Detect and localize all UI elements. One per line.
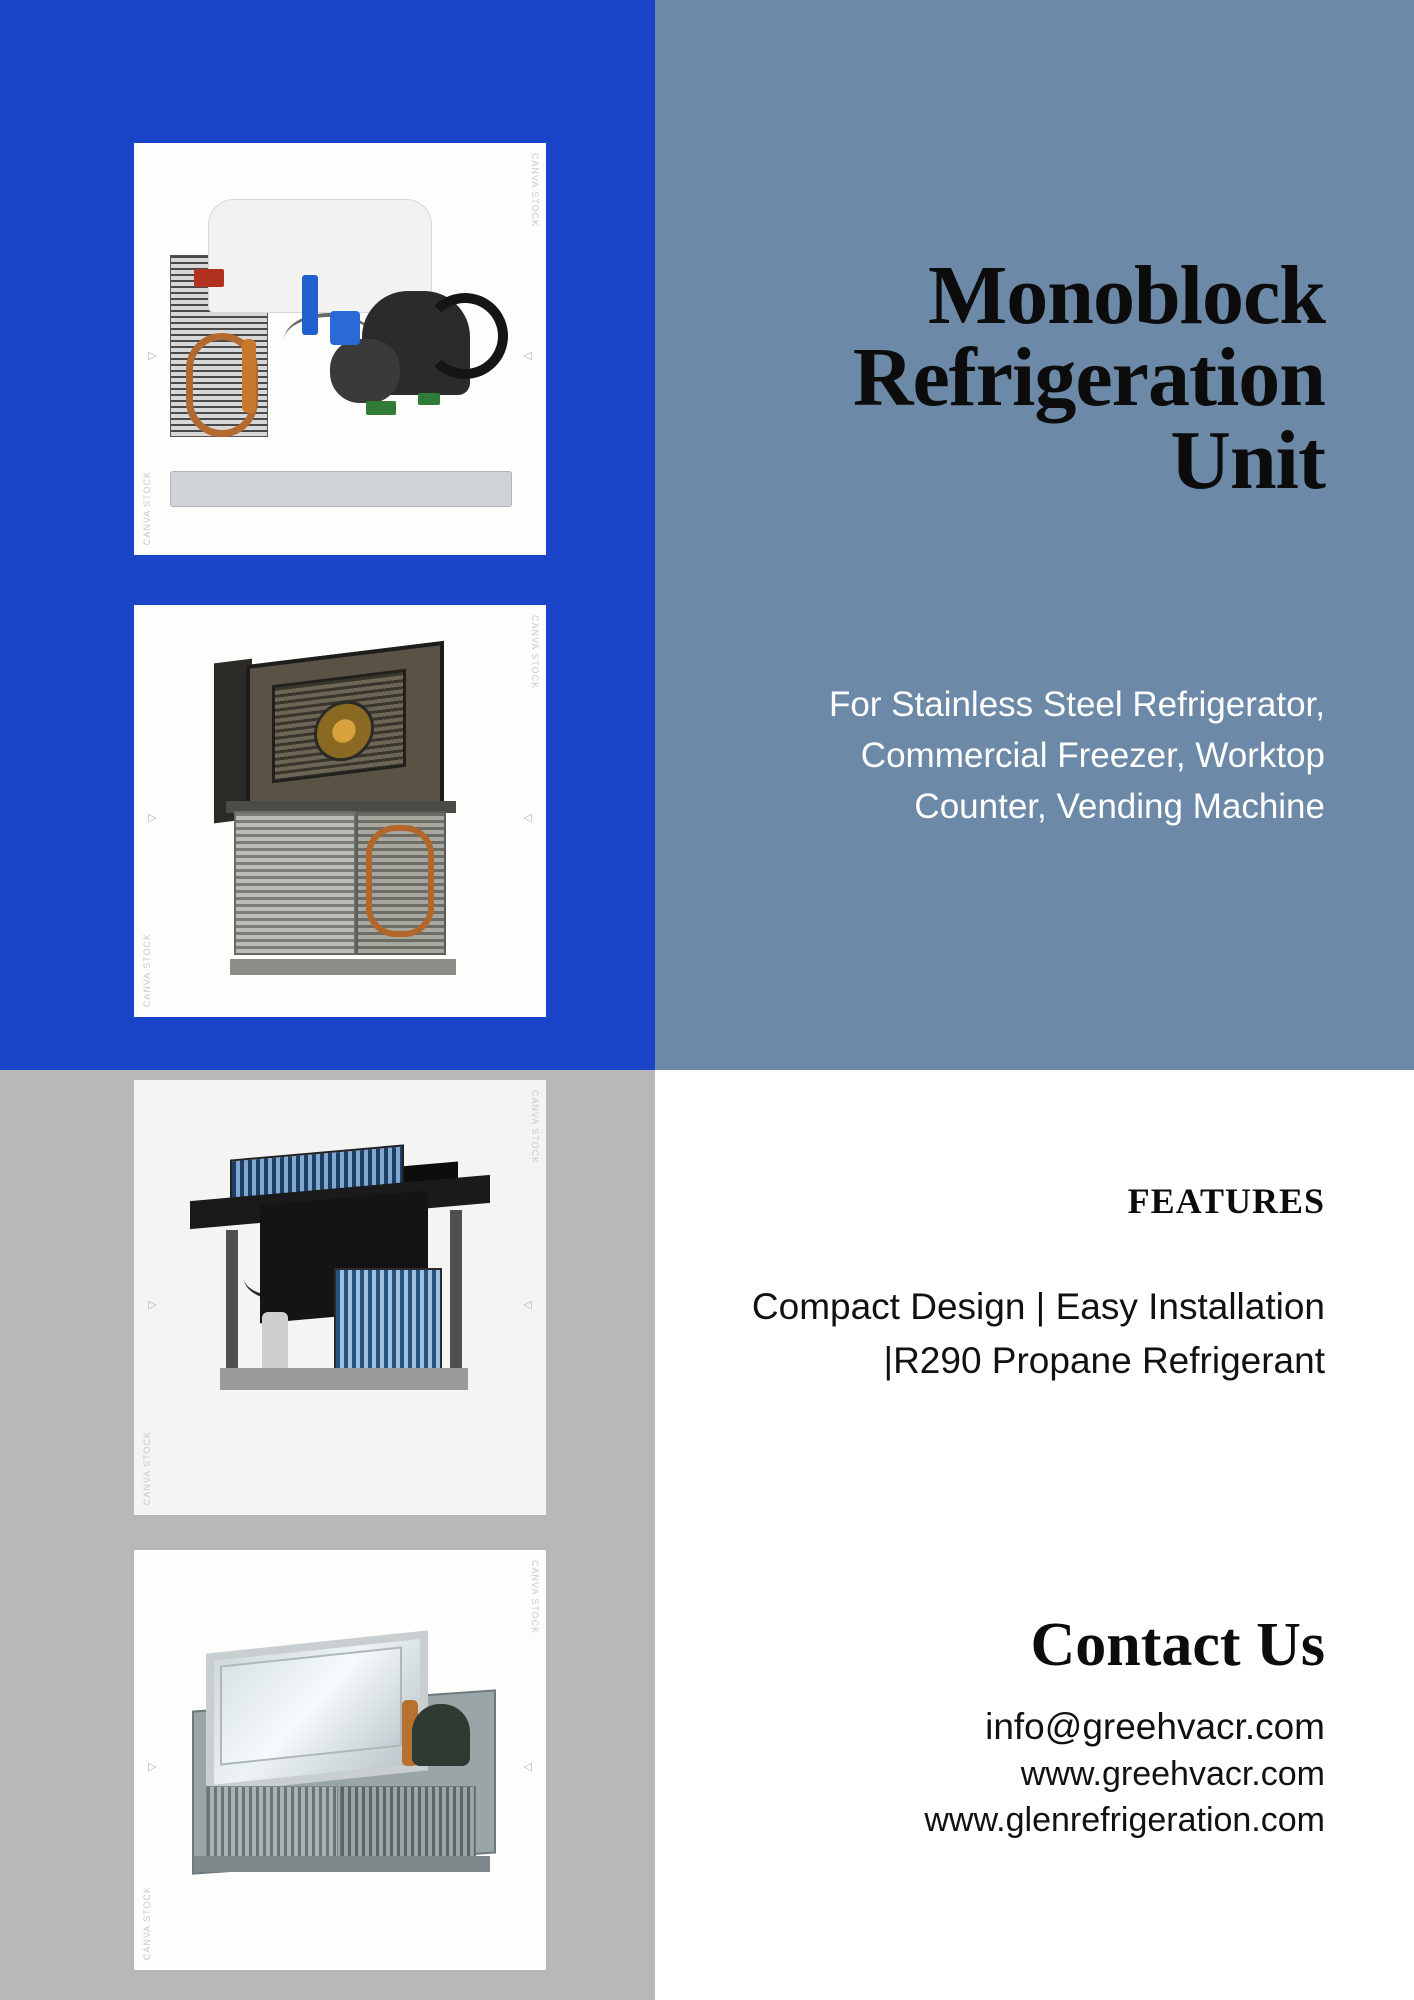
compressor-secondary	[330, 339, 400, 403]
contact-website-primary[interactable]: www.greehvacr.com	[1020, 1754, 1325, 1793]
contact-details	[700, 1702, 1325, 1844]
poster-headline	[700, 249, 1325, 507]
compressor	[412, 1704, 470, 1766]
watermark-text: CANVA STOCK	[142, 1430, 152, 1505]
front-finned-coil	[334, 1268, 442, 1374]
product-photo-glass-top-unit	[134, 1550, 546, 1970]
watermark-text: CANVA STOCK	[142, 1885, 152, 1960]
headline-line-2: Refrigeration	[852, 331, 1325, 425]
unit-foot	[230, 959, 456, 975]
glass-pane	[220, 1646, 402, 1765]
green-terminal-1	[366, 401, 396, 415]
crop-arrow-right-icon: ◁	[523, 1298, 532, 1311]
crop-arrow-right-icon: ◁	[523, 1761, 532, 1773]
watermark-text: CANVA STOCK	[142, 470, 152, 545]
red-label	[194, 269, 224, 287]
crop-arrow-left-icon: ▷	[148, 812, 157, 824]
features-heading: FEATURES	[1127, 1181, 1325, 1221]
watermark-text: CANVA STOCK	[530, 1090, 540, 1165]
contact-email[interactable]: info@greehvacr.com	[985, 1706, 1325, 1747]
headline-line-3: Unit	[1170, 413, 1325, 507]
suction-hose	[422, 293, 508, 379]
condenser-coil-right	[340, 1786, 476, 1862]
features-text: Compact Design | Easy Installation |R290 Propane Refrigerant	[751, 1286, 1325, 1381]
receiver-cylinder	[262, 1312, 288, 1374]
crop-arrow-right-icon: ◁	[523, 812, 532, 824]
support-leg-left	[226, 1230, 238, 1380]
condenser-coil-left	[206, 1786, 338, 1862]
crop-arrow-right-icon: ◁	[523, 350, 532, 362]
green-terminal-2	[418, 393, 440, 405]
contact-website-secondary[interactable]: www.glenrefrigeration.com	[924, 1800, 1325, 1839]
headline-line-1: Monoblock	[927, 249, 1325, 342]
evaporator-coil-left	[234, 811, 356, 955]
unit-base	[194, 1856, 490, 1872]
watermark-text: CANVA STOCK	[530, 615, 540, 690]
background-block-steel	[655, 0, 1414, 1070]
crop-arrow-left-icon: ▷	[148, 1298, 157, 1311]
blue-component-2	[330, 311, 360, 345]
poster-subheadline: For Stainless Steel Refrigerator, Commercial Freezer, Worktop Counter, Vending Machine	[828, 685, 1325, 826]
product-photo-white-hood-unit	[134, 143, 546, 555]
orange-component	[242, 339, 256, 413]
contact-heading: Contact Us	[1030, 1611, 1325, 1679]
crop-arrow-left-icon: ▷	[148, 1761, 157, 1773]
unit-base	[220, 1368, 468, 1390]
crop-arrow-left-icon: ▷	[148, 350, 157, 362]
watermark-text: CANVA STOCK	[530, 153, 540, 228]
product-photo-dark-cabinet-unit	[134, 605, 546, 1017]
watermark-text: CANVA STOCK	[142, 932, 152, 1007]
unit-base	[170, 471, 512, 507]
copper-tubing	[366, 825, 434, 937]
watermark-text: CANVA STOCK	[530, 1560, 540, 1635]
blue-component-1	[302, 275, 318, 335]
product-photo-drop-in-unit	[134, 1080, 546, 1515]
support-leg-right	[450, 1210, 462, 1370]
